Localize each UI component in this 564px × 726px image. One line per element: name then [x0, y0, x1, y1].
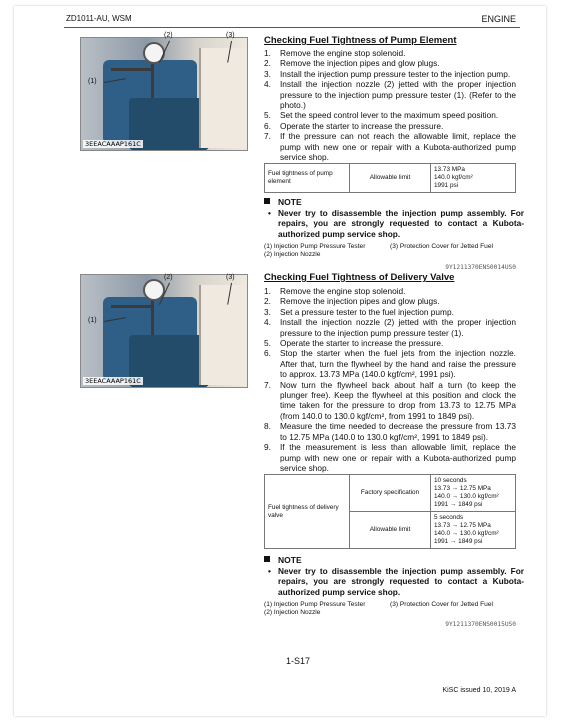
photo-code: 3EEACAAAP161C: [85, 377, 141, 385]
callout-3: (3): [226, 32, 235, 39]
callout-1: (1): [88, 78, 97, 85]
step: 3. Install the injection pump pressure tester to the injection pump.: [264, 68, 511, 79]
section1-note-title: NOTE: [264, 197, 302, 207]
section2-note-text: • Never try to disassemble the injection pump assembly. For repairs, you are strongly requested to contact a Kubota-authorized pump service shop.: [268, 566, 524, 597]
section1-title: Checking Fuel Tightness of Pump Element: [264, 35, 457, 46]
section2-legend: (1) Injection Pump Pressure Tester (3) Protection Cover for Jetted Fuel (2) Injection Nozzle: [264, 601, 493, 616]
step: 4. Install the injection nozzle (2) jetted with the proper injection pressure to the injection pump pressure tester (1). (Refer to the photo.): [264, 79, 516, 111]
step: 1. Remove the engine stop solenoid.: [264, 48, 406, 58]
spec-item: Fuel tightness of pump element: [265, 164, 350, 193]
photo-code: 3EEACAAAP161C: [85, 140, 141, 148]
section1-steps: [264, 48, 516, 162]
section2-spec-table: [264, 474, 516, 549]
issued-note: KiSC issued 10, 2019 A: [442, 687, 516, 694]
header-model: ZD1011-AU, WSM: [66, 14, 132, 23]
step: 6. Stop the starter when the fuel jets from the injection nozzle. After that, turn the flywheel by the hand and raise the pressure to approx. 13.73 MPa (140.0 kgf/cm², 1991 psi).: [264, 348, 516, 380]
section2-title: Checking Fuel Tightness of Delivery Valve: [264, 272, 455, 283]
section2-note-title: NOTE: [264, 555, 302, 565]
page-number: 1-S17: [286, 656, 311, 666]
step: 7. Now turn the flywheel back about half a turn (to keep the plunger free). Keep the flywheel at this position and clock the time taken for the pressure to drop from 13.73 to 12.75 MPa (from 140.0 to 130.0 kgf/cm², from 1991 to 1849 psi).: [264, 379, 516, 421]
spec-limit-values: 5 seconds 13.73 → 12.75 MPa 140.0 → 130.0 kgf/cm² 1991 → 1849 psi: [431, 512, 516, 549]
pump-element-photo: [80, 37, 248, 151]
spec-factory-label: Factory specification: [350, 475, 431, 512]
step: 5. Operate the starter to increase the pressure.: [264, 338, 444, 349]
step: 8. Measure the time needed to decrease the pressure from 13.73 to 12.75 MPa (140.0 to 130.0 kgf/cm², 1991 to 1849 psi).: [264, 421, 516, 442]
spec-values: 13.73 MPa 140.0 kgf/cm² 1991 psi: [431, 164, 516, 193]
pressure-gauge-icon: [143, 42, 165, 64]
spec-limit-label: Allowable limit: [350, 512, 431, 549]
spec-label: Allowable limit: [350, 164, 431, 193]
section1-note-text: • Never try to disassemble the injection pump assembly. For repairs, you are strongly requested to contact a Kubota-authorized pump service shop.: [268, 208, 524, 239]
header-rule: [64, 27, 520, 28]
section1-docref: 9Y1211370ENS0014US0: [445, 264, 516, 271]
callout-3: (3): [226, 274, 235, 281]
callout-1: (1): [88, 317, 97, 324]
header-section: ENGINE: [481, 14, 516, 24]
section2-steps: [264, 286, 516, 473]
section2-docref: 9Y1211370ENS0015US0: [445, 621, 516, 628]
callout-2: (2): [164, 32, 173, 39]
step: 7. If the pressure can not reach the allowable limit, replace the pump with new one or repair with a Kubota-authorized pump service shop.: [264, 131, 516, 163]
section1-legend: (1) Injection Pump Pressure Tester (3) Protection Cover for Jetted Fuel (2) Injection Nozzle: [264, 243, 493, 258]
step: 4. Install the injection nozzle (2) jetted with the proper injection pressure to the injection pump pressure tester (1).: [264, 317, 516, 338]
spec-factory-values: 10 seconds 13.73 → 12.75 MPa 140.0 → 130.0 kgf/cm² 1991 → 1849 psi: [431, 475, 516, 512]
step: 5. Set the speed control lever to the maximum speed position.: [264, 110, 499, 121]
step: 6. Operate the starter to increase the pressure.: [264, 120, 444, 131]
step: 3. Set a pressure tester to the fuel injection pump.: [264, 306, 454, 317]
step: 2. Remove the injection pipes and glow plugs.: [264, 296, 440, 307]
spec-item: Fuel tightness of delivery valve: [265, 475, 350, 549]
section1-spec-table: [264, 163, 516, 193]
step: 9. If the measurement is less than allowable limit, replace the pump with new one or repair with a Kubota-authorized pump service shop.: [264, 442, 516, 473]
step: 1. Remove the engine stop solenoid.: [264, 286, 406, 296]
step: 2. Remove the injection pipes and glow plugs.: [264, 58, 440, 69]
callout-2: (2): [164, 274, 173, 281]
